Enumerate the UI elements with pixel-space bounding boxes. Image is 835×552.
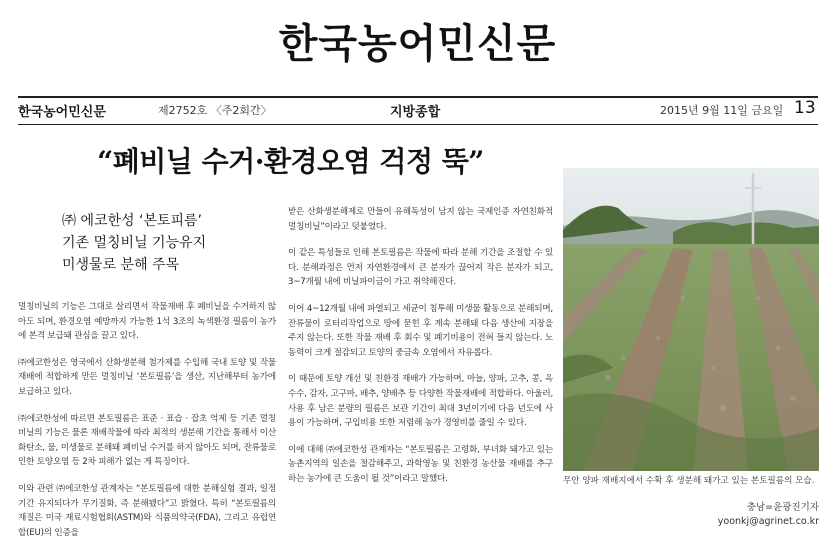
article-headline: “폐비닐 수거·환경오염 걱정 뚝” — [97, 145, 484, 178]
body-paragraph: 이와 관련 ㈜에코한성 관계자는 “본토필름에 대한 분해실험 결과, 일정기간 유지되다가 무기질화, 즉 분해됐다”고 밝혔다. 특히 “본토필름의 재질은 미국 재료시험협회(ASTM)와 식품의약국(FDA), 그리고 유럽연합(EU)의 인증을 — [18, 483, 276, 538]
body-paragraph: 이 때문에 토양 개선 및 친환경 재배가 가능하며, 마늘, 양파, 고추, 콩, 옥수수, 감자, 고구마, 배추, 양배추 등 다양한 작물재배에 적합하다. 아울러, 사용 후 남은 분량의 필름은 보관 기간이 최대 3년이기에 다음 년도에 사용이 가능하며, 구입비용 또한 저렴해 농가 경영비를 줄일 수 있다. — [288, 374, 553, 429]
subhead-line: ㈜ 에코한성 ‘본토피름’ — [62, 213, 202, 229]
body-paragraph: 받은 산화생분해제로 만들어 유해독성이 남지 않는 국제인증 자연친화적 멀칭비닐”이라고 덧붙였다. — [288, 207, 553, 232]
article-subhead — [62, 210, 282, 276]
header-page-number: 13 — [794, 98, 816, 118]
subhead-line: 미생물로 분해 주목 — [62, 257, 180, 273]
subhead-line: 기존 멀칭비닐 기능유지 — [62, 235, 207, 251]
body-paragraph: ㈜에코한성은 영국에서 산화생분해 첨가제를 수입해 국내 토양 및 작물재배에 적합하게 만든 멀칭비닐 ‘본토필름’을 생산, 지난해부터 농가에 보급하고 있다. — [18, 357, 276, 397]
article-photo — [563, 168, 819, 471]
body-paragraph: 멀칭비닐의 기능은 그대로 살리면서 작물재배 후 폐비닐을 수거하지 않아도 되며, 환경오염 예방까지 가능한 1석 3조의 녹색환경 필름이 농가에 본격 보급돼 관심을 끌고 있다. — [18, 302, 276, 342]
body-paragraph: 이에 대해 ㈜에코한성 관계자는 “본토필름은 고령화, 부녀화 돼가고 있는 농촌지역의 일손을 절감해주고, 과학영농 및 친환경 농산물 재배를 추구하는 농가에 큰 도움이 될 것”이라고 말했다. — [288, 444, 553, 484]
page-header — [18, 98, 818, 122]
header-date: 2015년 9월 11일 금요일 — [660, 104, 784, 117]
byline-email: yoonkj@agrinet.co.kr — [717, 516, 819, 527]
header-paper-name: 한국농어민신문 — [18, 105, 106, 120]
body-paragraph: ㈜에코한성에 따르면 본토필름은 표준 · 표습 · 잡초 억제 등 기존 멀칭비닐의 기능은 물론 재배작물에 따라 최적의 생분해 기간을 통해서 이산화탄소, 물, 미생물로 분해돼 폐비닐 수거를 하지 않아도 되며, 잔류물로 인한 토양오염 등 2차 피해가 없는 게 특징이다. — [18, 413, 276, 468]
body-paragraph: 이 같은 특성들로 인해 본토필름은 작물에 따라 분해 기간을 조절할 수 있다. 분해과정은 먼저 자연환경에서 큰 분자가 끊어져 작은 분자가 되고, 3~7개월 내에 비닐파이금이 가고 취약해진다. — [288, 248, 553, 288]
article-body-mid-column — [288, 205, 553, 499]
masthead-title: 한국농어민신문 — [278, 20, 557, 67]
body-paragraph: 이어 4~12개월 내에 파열되고 세균이 침투해 미생물 활동으로 분해되며, 잔류물이 로터리작업으로 땅에 묻힌 후 계속 분해돼 다음 생산에 지장을 주지 않는다. 또한 작물 재배 후 회수 및 폐기비용이 전혀 들지 않는다. 노동력이 크게 절감되고 토양의 중금속 오염에서 자유롭다. — [288, 303, 553, 358]
header-issue: 제2752호 〈주2회간〉 — [158, 104, 272, 117]
header-bottom-rule — [18, 124, 818, 125]
article-body-left-column — [18, 300, 276, 552]
article-byline — [563, 501, 819, 529]
field-photo-illustration — [563, 168, 819, 471]
photo-caption: 무안 양파 재배지에서 수확 후 생분해 돼가고 있는 본토필름의 모습. — [563, 476, 815, 486]
byline-reporter: 충남=윤광진기자 — [746, 502, 819, 513]
header-section: 지방종합 — [390, 105, 441, 120]
